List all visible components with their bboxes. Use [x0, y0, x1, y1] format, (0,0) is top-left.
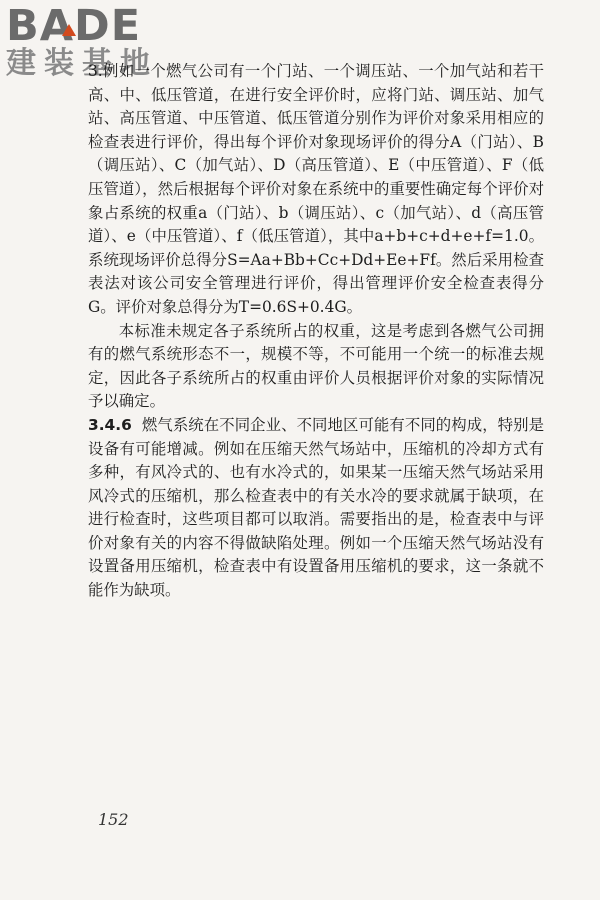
logo-subtitle: 建装基地	[6, 46, 158, 81]
logo-wordmark: BADE	[6, 1, 142, 51]
paragraph-section-3-4-6	[88, 414, 544, 603]
paragraph-example	[88, 60, 544, 320]
document-body	[88, 60, 544, 603]
paragraph-example-text: 3.例如一个燃气公司有一个门站、一个调压站、一个加气站和若干高、中、低压管道，在进行安全评价时，应将门站、调压站、加气站、高压管道、中压管道、低压管道分别作为评价对象采用相应的检查表进行评价，得出每个评价对象现场评价的得分A（门站）、B（调压站）、C（加气站）、D（高压管道）、E（中压管道）、F（低压管道），然后根据每个评价对象在系统中的重要性确定每个评价对象占系统的权重a（门站）、b（调压站）、c（加气站）、d（高压管道）、e（中压管道）、f（低压管道），其中a+b+c+d+e+f=1.0。系统现场评价总得分S=Aa+Bb+Cc+Dd+Ee+Ff。然后采用检查表法对该公司安全管理进行评价，得出管理评价安全检查表得分G。评价对象总得分为T=0.6S+0.4G。	[88, 62, 544, 316]
paragraph-weight-note-text: 本标准未规定各子系统所占的权重，这是考虑到各燃气公司拥有的燃气系统形态不一，规模不等，不可能用一个统一的标准去规定，因此各子系统所占的权重由评价人员根据评价对象的实际情况予以确定。	[88, 321, 544, 411]
section-number: 3.4.6	[88, 415, 132, 434]
page-number: 152	[98, 810, 129, 829]
logo-triangle-icon	[62, 24, 76, 36]
paragraph-weight-note	[88, 320, 544, 414]
paragraph-section-3-4-6-text: 燃气系统在不同企业、不同地区可能有不同的构成，特别是设备有可能增减。例如在压缩天然气场站中，压缩机的冷却方式有多种，有风冷式的、也有水冷式的，如果某一压缩天然气场站采用风冷式的压缩机，那么检查表中的有关水冷的要求就属于缺项，在进行检查时，这些项目都可以取消。需要指出的是，检查表中与评价对象有关的内容不得做缺陷处理。例如一个压缩天然气场站没有设置备用压缩机，检查表中有设置备用压缩机的要求，这一条就不能作为缺项。	[88, 415, 544, 600]
